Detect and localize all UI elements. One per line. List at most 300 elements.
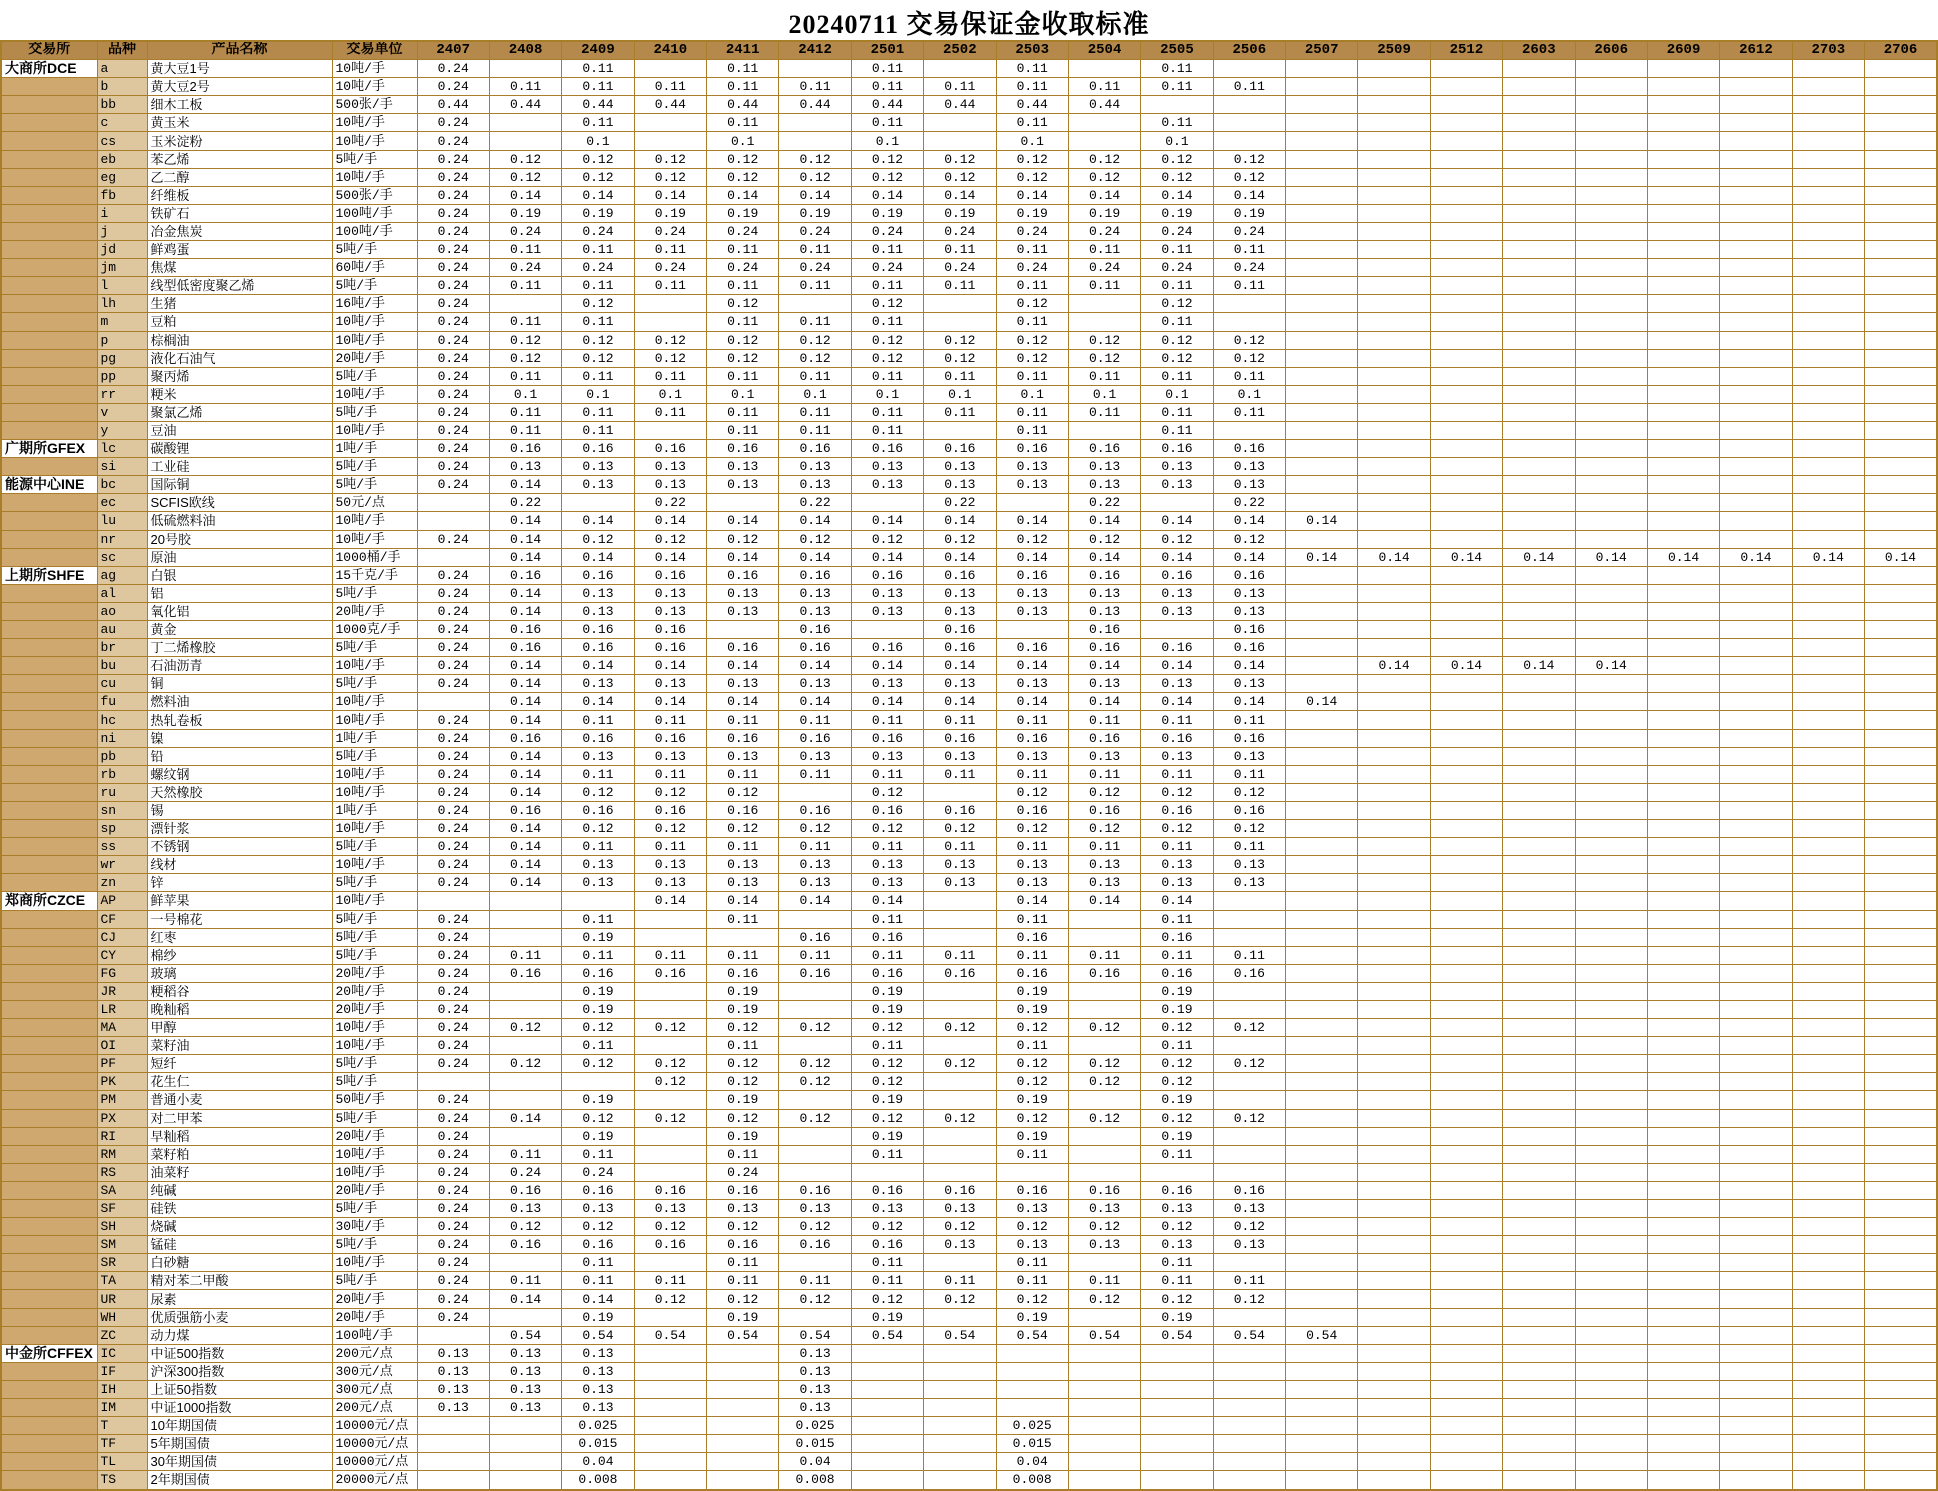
value-cell [1865,1380,1938,1398]
value-cell: 0.11 [634,403,706,421]
value-cell: 0.11 [851,910,923,928]
value-cell [1575,530,1647,548]
value-cell: 0.16 [779,964,851,982]
value-cell [1865,928,1938,946]
value-cell [1503,910,1575,928]
value-cell [851,1453,923,1471]
value-cell [1430,1236,1502,1254]
value-cell: 0.12 [996,530,1068,548]
value-cell: 0.19 [707,982,779,1000]
value-cell [1358,222,1430,240]
variety-code-cell: TS [97,1471,147,1490]
value-cell [1792,964,1864,982]
value-cell: 0.13 [1213,584,1285,602]
value-cell: 0.14 [1286,693,1358,711]
exchange-cell-continuation [1,928,97,946]
value-cell [1865,1019,1938,1037]
value-cell [1792,476,1864,494]
value-cell [1575,277,1647,295]
value-cell: 0.13 [779,1200,851,1218]
value-cell [1358,1163,1430,1181]
value-cell [1213,1254,1285,1272]
value-cell [1792,222,1864,240]
value-cell: 0.13 [634,747,706,765]
value-cell [1503,530,1575,548]
value-cell [1575,801,1647,819]
value-cell [1430,168,1502,186]
value-cell [1720,1399,1792,1417]
value-cell: 0.14 [489,186,561,204]
value-cell [1430,367,1502,385]
value-cell [1286,982,1358,1000]
exchange-cell-continuation [1,1163,97,1181]
value-cell: 0.12 [707,349,779,367]
exchange-cell-continuation [1,1236,97,1254]
value-cell: 0.11 [924,78,996,96]
value-cell: 0.16 [851,440,923,458]
value-cell [924,910,996,928]
value-cell: 0.11 [562,403,634,421]
value-cell: 0.14 [489,548,561,566]
value-cell: 0.12 [1141,1218,1213,1236]
value-cell [1720,729,1792,747]
month-header: 2409 [562,41,634,60]
value-cell [1647,1254,1719,1272]
value-cell [1358,1380,1430,1398]
unit-cell: 5吨/手 [332,747,417,765]
value-cell [1647,1019,1719,1037]
value-cell: 0.14 [707,892,779,910]
exchange-cell-continuation [1,675,97,693]
month-header: 2509 [1358,41,1430,60]
value-cell: 0.1 [851,385,923,403]
value-cell [1286,60,1358,78]
value-cell: 0.14 [1141,512,1213,530]
value-cell [1865,186,1938,204]
value-cell [489,928,561,946]
value-cell: 0.11 [562,313,634,331]
value-cell: 0.24 [417,747,489,765]
value-cell [924,132,996,150]
table-row [1,421,1937,439]
exchange-cell-continuation [1,1362,97,1380]
value-cell: 0.13 [489,1344,561,1362]
value-cell: 0.16 [779,566,851,584]
value-cell: 0.24 [996,222,1068,240]
table-row [1,78,1937,96]
unit-cell: 10吨/手 [332,421,417,439]
variety-code-cell: RS [97,1163,147,1181]
value-cell [1213,1073,1285,1091]
product-name-cell: 动力煤 [147,1326,332,1344]
value-cell [1865,874,1938,892]
value-cell [1720,946,1792,964]
value-cell: 0.19 [996,204,1068,222]
value-cell [1286,295,1358,313]
value-cell [1503,1236,1575,1254]
value-cell: 0.14 [562,512,634,530]
value-cell [1720,982,1792,1000]
value-cell: 0.12 [779,1290,851,1308]
value-cell: 0.19 [562,928,634,946]
unit-cell: 200元/点 [332,1399,417,1417]
value-cell: 0.14 [779,657,851,675]
variety-code-cell: IF [97,1362,147,1380]
value-cell: 0.16 [996,928,1068,946]
value-cell [1213,1435,1285,1453]
value-cell [1286,1453,1358,1471]
value-cell [1720,928,1792,946]
exchange-cell-continuation [1,693,97,711]
variety-code-cell: IH [97,1380,147,1398]
value-cell [1720,241,1792,259]
value-cell: 0.12 [924,820,996,838]
unit-cell: 5吨/手 [332,458,417,476]
value-cell [1720,675,1792,693]
value-cell: 0.16 [1213,729,1285,747]
value-cell [1647,241,1719,259]
value-cell: 0.12 [851,150,923,168]
value-cell: 0.14 [634,186,706,204]
value-cell: 0.11 [996,910,1068,928]
value-cell: 0.13 [779,476,851,494]
unit-cell: 10吨/手 [332,783,417,801]
value-cell: 0.14 [489,838,561,856]
exchange-cell-continuation [1,1254,97,1272]
value-cell [1430,1055,1502,1073]
value-cell: 0.14 [1141,186,1213,204]
value-cell: 0.12 [707,1218,779,1236]
value-cell: 0.14 [996,657,1068,675]
value-cell [634,1037,706,1055]
value-cell: 0.11 [707,1145,779,1163]
value-cell: 0.11 [1141,1272,1213,1290]
value-cell: 0.14 [634,693,706,711]
value-cell [634,1380,706,1398]
value-cell: 0.11 [562,711,634,729]
value-cell [1647,1145,1719,1163]
value-cell [1575,367,1647,385]
value-cell [1865,964,1938,982]
value-cell: 0.1 [1141,385,1213,403]
value-cell: 0.11 [562,1145,634,1163]
variety-code-cell: UR [97,1290,147,1308]
unit-cell: 10吨/手 [332,820,417,838]
product-name-cell: 石油沥青 [147,657,332,675]
value-cell: 0.11 [1141,367,1213,385]
value-cell: 0.16 [1141,729,1213,747]
value-cell: 0.13 [562,602,634,620]
value-cell [417,494,489,512]
value-cell [1575,403,1647,421]
value-cell [1430,982,1502,1000]
value-cell: 0.44 [562,96,634,114]
value-cell: 0.11 [1068,403,1140,421]
value-cell [1503,222,1575,240]
value-cell: 0.12 [1141,168,1213,186]
value-cell: 0.14 [1213,548,1285,566]
value-cell [489,1308,561,1326]
value-cell [1503,1218,1575,1236]
product-name-cell: 原油 [147,548,332,566]
value-cell: 0.12 [1141,1019,1213,1037]
value-cell: 0.12 [562,783,634,801]
value-cell: 0.1 [562,132,634,150]
value-cell: 0.008 [562,1471,634,1490]
value-cell: 0.16 [924,1181,996,1199]
value-cell [634,1362,706,1380]
value-cell [1286,584,1358,602]
table-row [1,584,1937,602]
value-cell: 0.16 [851,928,923,946]
value-cell [1647,1399,1719,1417]
value-cell: 0.24 [417,820,489,838]
exchange-cell-continuation [1,747,97,765]
variety-code-cell: JR [97,982,147,1000]
value-cell [1286,114,1358,132]
value-cell: 0.11 [996,60,1068,78]
variety-code-cell: PF [97,1055,147,1073]
value-cell: 0.24 [417,78,489,96]
value-cell [1575,1308,1647,1326]
value-cell [1430,566,1502,584]
value-cell [1647,1181,1719,1199]
value-cell [1720,1019,1792,1037]
unit-cell: 50吨/手 [332,1091,417,1109]
value-cell [1575,584,1647,602]
value-cell: 0.13 [1141,1236,1213,1254]
table-row [1,1127,1937,1145]
value-cell: 0.12 [1213,820,1285,838]
value-cell [1141,1435,1213,1453]
value-cell [1286,729,1358,747]
value-cell [1792,204,1864,222]
value-cell: 0.44 [924,96,996,114]
variety-code-cell: ni [97,729,147,747]
value-cell [417,1453,489,1471]
value-cell: 0.12 [779,1073,851,1091]
value-cell: 0.16 [996,801,1068,819]
value-cell [417,1326,489,1344]
value-cell: 0.11 [779,765,851,783]
value-cell [1213,1037,1285,1055]
value-cell: 0.12 [1213,150,1285,168]
value-cell: 0.11 [707,78,779,96]
value-cell: 0.13 [779,874,851,892]
value-cell: 0.24 [417,241,489,259]
value-cell: 0.12 [562,168,634,186]
value-cell [1792,801,1864,819]
value-cell [1503,1145,1575,1163]
value-cell: 0.11 [1213,241,1285,259]
value-cell: 0.16 [924,729,996,747]
value-cell: 0.14 [1068,548,1140,566]
value-cell: 0.12 [996,331,1068,349]
value-cell [1430,892,1502,910]
value-cell [1575,838,1647,856]
product-name-cell: 2年期国债 [147,1471,332,1490]
value-cell: 0.11 [1141,910,1213,928]
unit-cell: 5吨/手 [332,150,417,168]
product-name-cell: 纯碱 [147,1181,332,1199]
value-cell: 0.12 [707,1019,779,1037]
value-cell: 0.14 [1358,548,1430,566]
value-cell [1647,729,1719,747]
exchange-cell-continuation [1,1037,97,1055]
product-name-cell: 5年期国债 [147,1435,332,1453]
value-cell: 0.13 [996,856,1068,874]
value-cell: 0.16 [851,1181,923,1199]
unit-cell: 300元/点 [332,1362,417,1380]
value-cell [1430,675,1502,693]
value-cell: 0.16 [924,639,996,657]
variety-code-cell: m [97,313,147,331]
value-cell [1430,621,1502,639]
value-cell: 0.13 [924,584,996,602]
value-cell [1792,747,1864,765]
value-cell: 0.16 [1068,566,1140,584]
table-row [1,1218,1937,1236]
value-cell [1358,801,1430,819]
value-cell [1358,1344,1430,1362]
variety-code-cell: ZC [97,1326,147,1344]
value-cell [1865,639,1938,657]
value-cell: 0.19 [562,1127,634,1145]
value-cell [1358,1181,1430,1199]
unit-cell: 10吨/手 [332,1019,417,1037]
value-cell: 0.11 [1141,1037,1213,1055]
value-cell [1503,1200,1575,1218]
value-cell: 0.008 [996,1471,1068,1490]
value-cell: 0.24 [417,1254,489,1272]
value-cell: 0.11 [562,1254,634,1272]
value-cell: 0.54 [1286,1326,1358,1344]
table-row [1,928,1937,946]
value-cell [1286,96,1358,114]
value-cell: 0.11 [707,946,779,964]
value-cell: 0.24 [417,440,489,458]
value-cell [1647,874,1719,892]
value-cell: 0.16 [996,566,1068,584]
variety-code-cell: PX [97,1109,147,1127]
value-cell: 0.14 [851,548,923,566]
value-cell: 0.13 [489,1399,561,1417]
value-cell [924,1145,996,1163]
value-cell [634,1453,706,1471]
value-cell [1647,96,1719,114]
value-cell [1865,1163,1938,1181]
month-header: 2503 [996,41,1068,60]
value-cell [1141,1453,1213,1471]
value-cell [996,1344,1068,1362]
value-cell: 0.1 [851,132,923,150]
exchange-cell-continuation [1,982,97,1000]
product-name-cell: 30年期国债 [147,1453,332,1471]
value-cell: 0.54 [707,1326,779,1344]
value-cell: 0.24 [1213,222,1285,240]
value-cell [1647,566,1719,584]
value-cell [1286,928,1358,946]
product-name-cell: 氧化铝 [147,602,332,620]
value-cell [1647,313,1719,331]
value-cell [1430,946,1502,964]
value-cell [1647,204,1719,222]
product-name-cell: 硅铁 [147,1200,332,1218]
value-cell [1792,1109,1864,1127]
value-cell: 0.16 [707,440,779,458]
value-cell: 0.16 [634,621,706,639]
value-cell: 0.12 [1068,349,1140,367]
value-cell [1575,1127,1647,1145]
value-cell [1213,1380,1285,1398]
value-cell [1286,946,1358,964]
value-cell [1503,566,1575,584]
value-cell [1286,1236,1358,1254]
value-cell [1286,1055,1358,1073]
value-cell [1792,1145,1864,1163]
value-cell: 0.12 [1068,1019,1140,1037]
value-cell: 0.12 [1068,168,1140,186]
value-cell: 0.11 [996,711,1068,729]
value-cell [1575,222,1647,240]
value-cell: 0.16 [1141,964,1213,982]
value-cell: 0.13 [924,1200,996,1218]
value-cell: 0.11 [489,313,561,331]
value-cell: 0.16 [1141,639,1213,657]
variety-code-cell: OI [97,1037,147,1055]
value-cell: 0.12 [562,1218,634,1236]
value-cell [1647,1308,1719,1326]
value-cell [1503,494,1575,512]
product-name-cell: 国际铜 [147,476,332,494]
value-cell: 0.11 [1068,711,1140,729]
value-cell: 0.11 [996,277,1068,295]
exchange-cell-continuation [1,96,97,114]
exchange-cell-continuation [1,639,97,657]
value-cell [1286,1218,1358,1236]
value-cell: 0.24 [707,259,779,277]
value-cell: 0.24 [417,946,489,964]
value-cell [634,1127,706,1145]
value-cell [1792,403,1864,421]
value-cell [1792,1471,1864,1490]
value-cell [1430,1037,1502,1055]
value-cell: 0.24 [1141,222,1213,240]
product-name-cell: 菜籽油 [147,1037,332,1055]
value-cell [707,1435,779,1453]
value-cell [1286,1344,1358,1362]
value-cell: 0.19 [851,1308,923,1326]
exchange-cell: 大商所DCE [1,60,97,78]
value-cell: 0.13 [634,602,706,620]
value-cell: 0.11 [707,114,779,132]
value-cell [1286,1163,1358,1181]
value-cell: 0.24 [851,222,923,240]
value-cell [1575,440,1647,458]
value-cell: 0.11 [707,1254,779,1272]
value-cell [924,295,996,313]
value-cell [1575,1272,1647,1290]
value-cell: 0.16 [489,566,561,584]
value-cell [1286,222,1358,240]
product-name-cell: 晚籼稻 [147,1000,332,1018]
value-cell: 0.12 [779,1218,851,1236]
value-cell [1792,566,1864,584]
value-cell [851,494,923,512]
value-cell [1430,132,1502,150]
value-cell [1503,96,1575,114]
value-cell [1575,711,1647,729]
